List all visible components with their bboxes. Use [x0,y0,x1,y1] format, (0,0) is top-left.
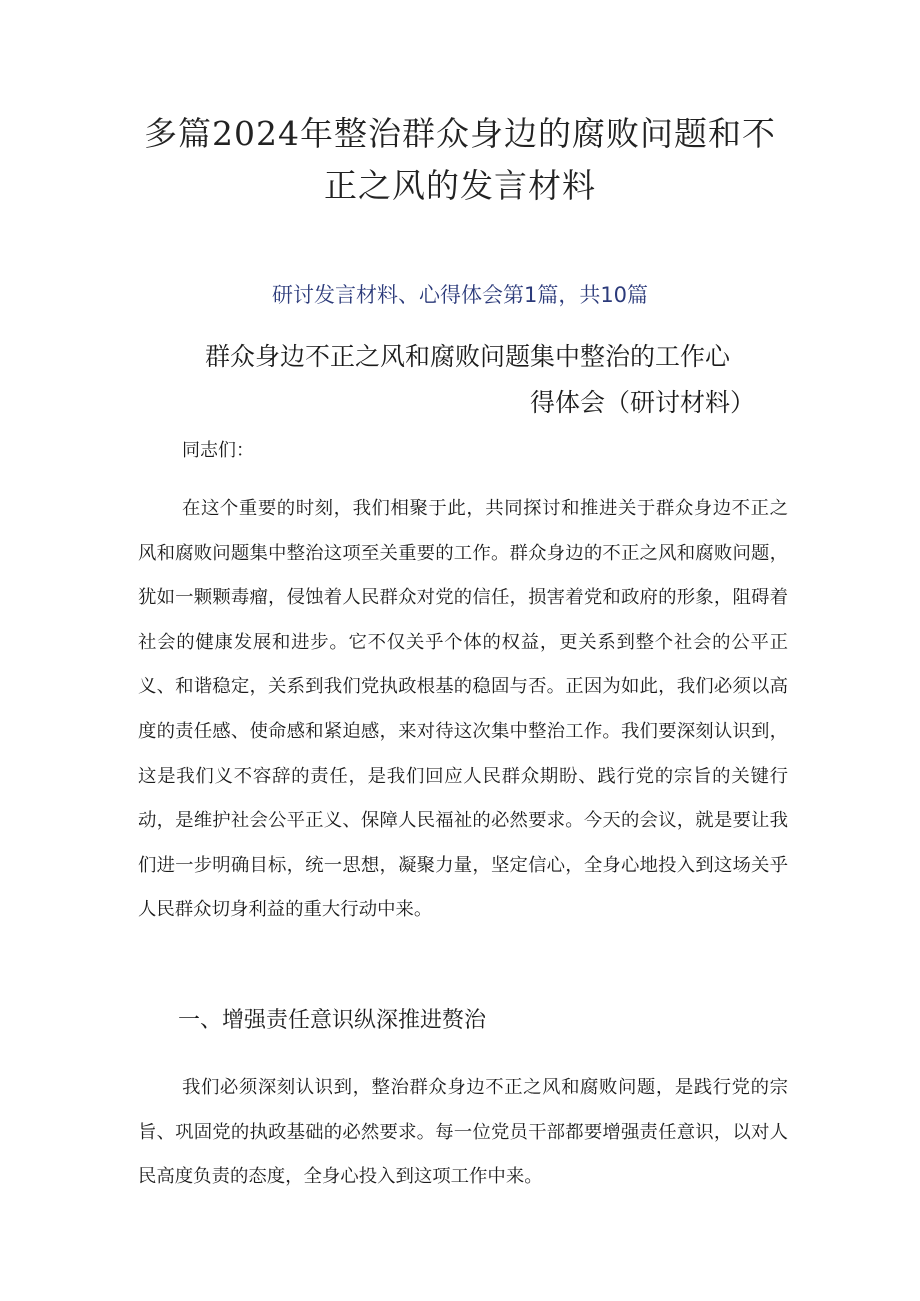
document-title-line-1: 多篇2024年整治群众身边的腐败问题和不 [144,114,776,153]
body-paragraph-1: 在这个重要的时刻，我们相聚于此，共同探讨和推进关于群众身边不正之风和腐败问题集中整治这项至关重要的工作。群众身边的不正之风和腐败问题，犹如一颗颗毒瘤，侵蚀着人民群众对党的信任，损害着党和政府的形象，阻碍着社会的健康发展和进步。它不仅关乎个体的权益，更关系到整个社会的公平正义、和谐稳定，关系到我们党执政根基的稳固与否。正因为如此，我们必须以高度的责任感、使命感和紧迫感，来对待这次集中整治工作。我们要深刻认识到，这是我们义不容辞的责任，是我们回应人民群众期盼、践行党的宗旨的关键行动，是维护社会公平正义、保障人民福祉的必然要求。今天的会议，就是要让我们进一步明确目标，统一思想，凝聚力量，坚定信心，全身心地投入到这场关乎人民群众切身利益的重大行动中来。 [138,498,788,921]
article-subtitle-line-1: 群众身边不正之风和腐败问题集中整治的工作心 [205,342,731,371]
document-title [140,108,780,212]
document-title-line-2: 正之风的发言材料 [324,166,596,205]
body-paragraph-2: 我们必须深刻认识到，整治群众身边不正之风和腐败问题，是践行党的宗旨、巩固党的执政基础的必然要求。每一位党员干部都要增强责任意识，以对人民高度负责的态度，全身心投入到这项工作中来。 [138,1077,788,1188]
salutation: 同志们： [182,440,254,461]
article-subtitle-line-2: 得体会（研讨材料） [530,388,756,417]
section-heading-1: 一、增强责任意识纵深推进赘治 [178,1008,487,1033]
article-subtitle [205,334,795,426]
series-label: 研讨发言材料、心得体会第1篇，共10篇 [271,283,649,307]
